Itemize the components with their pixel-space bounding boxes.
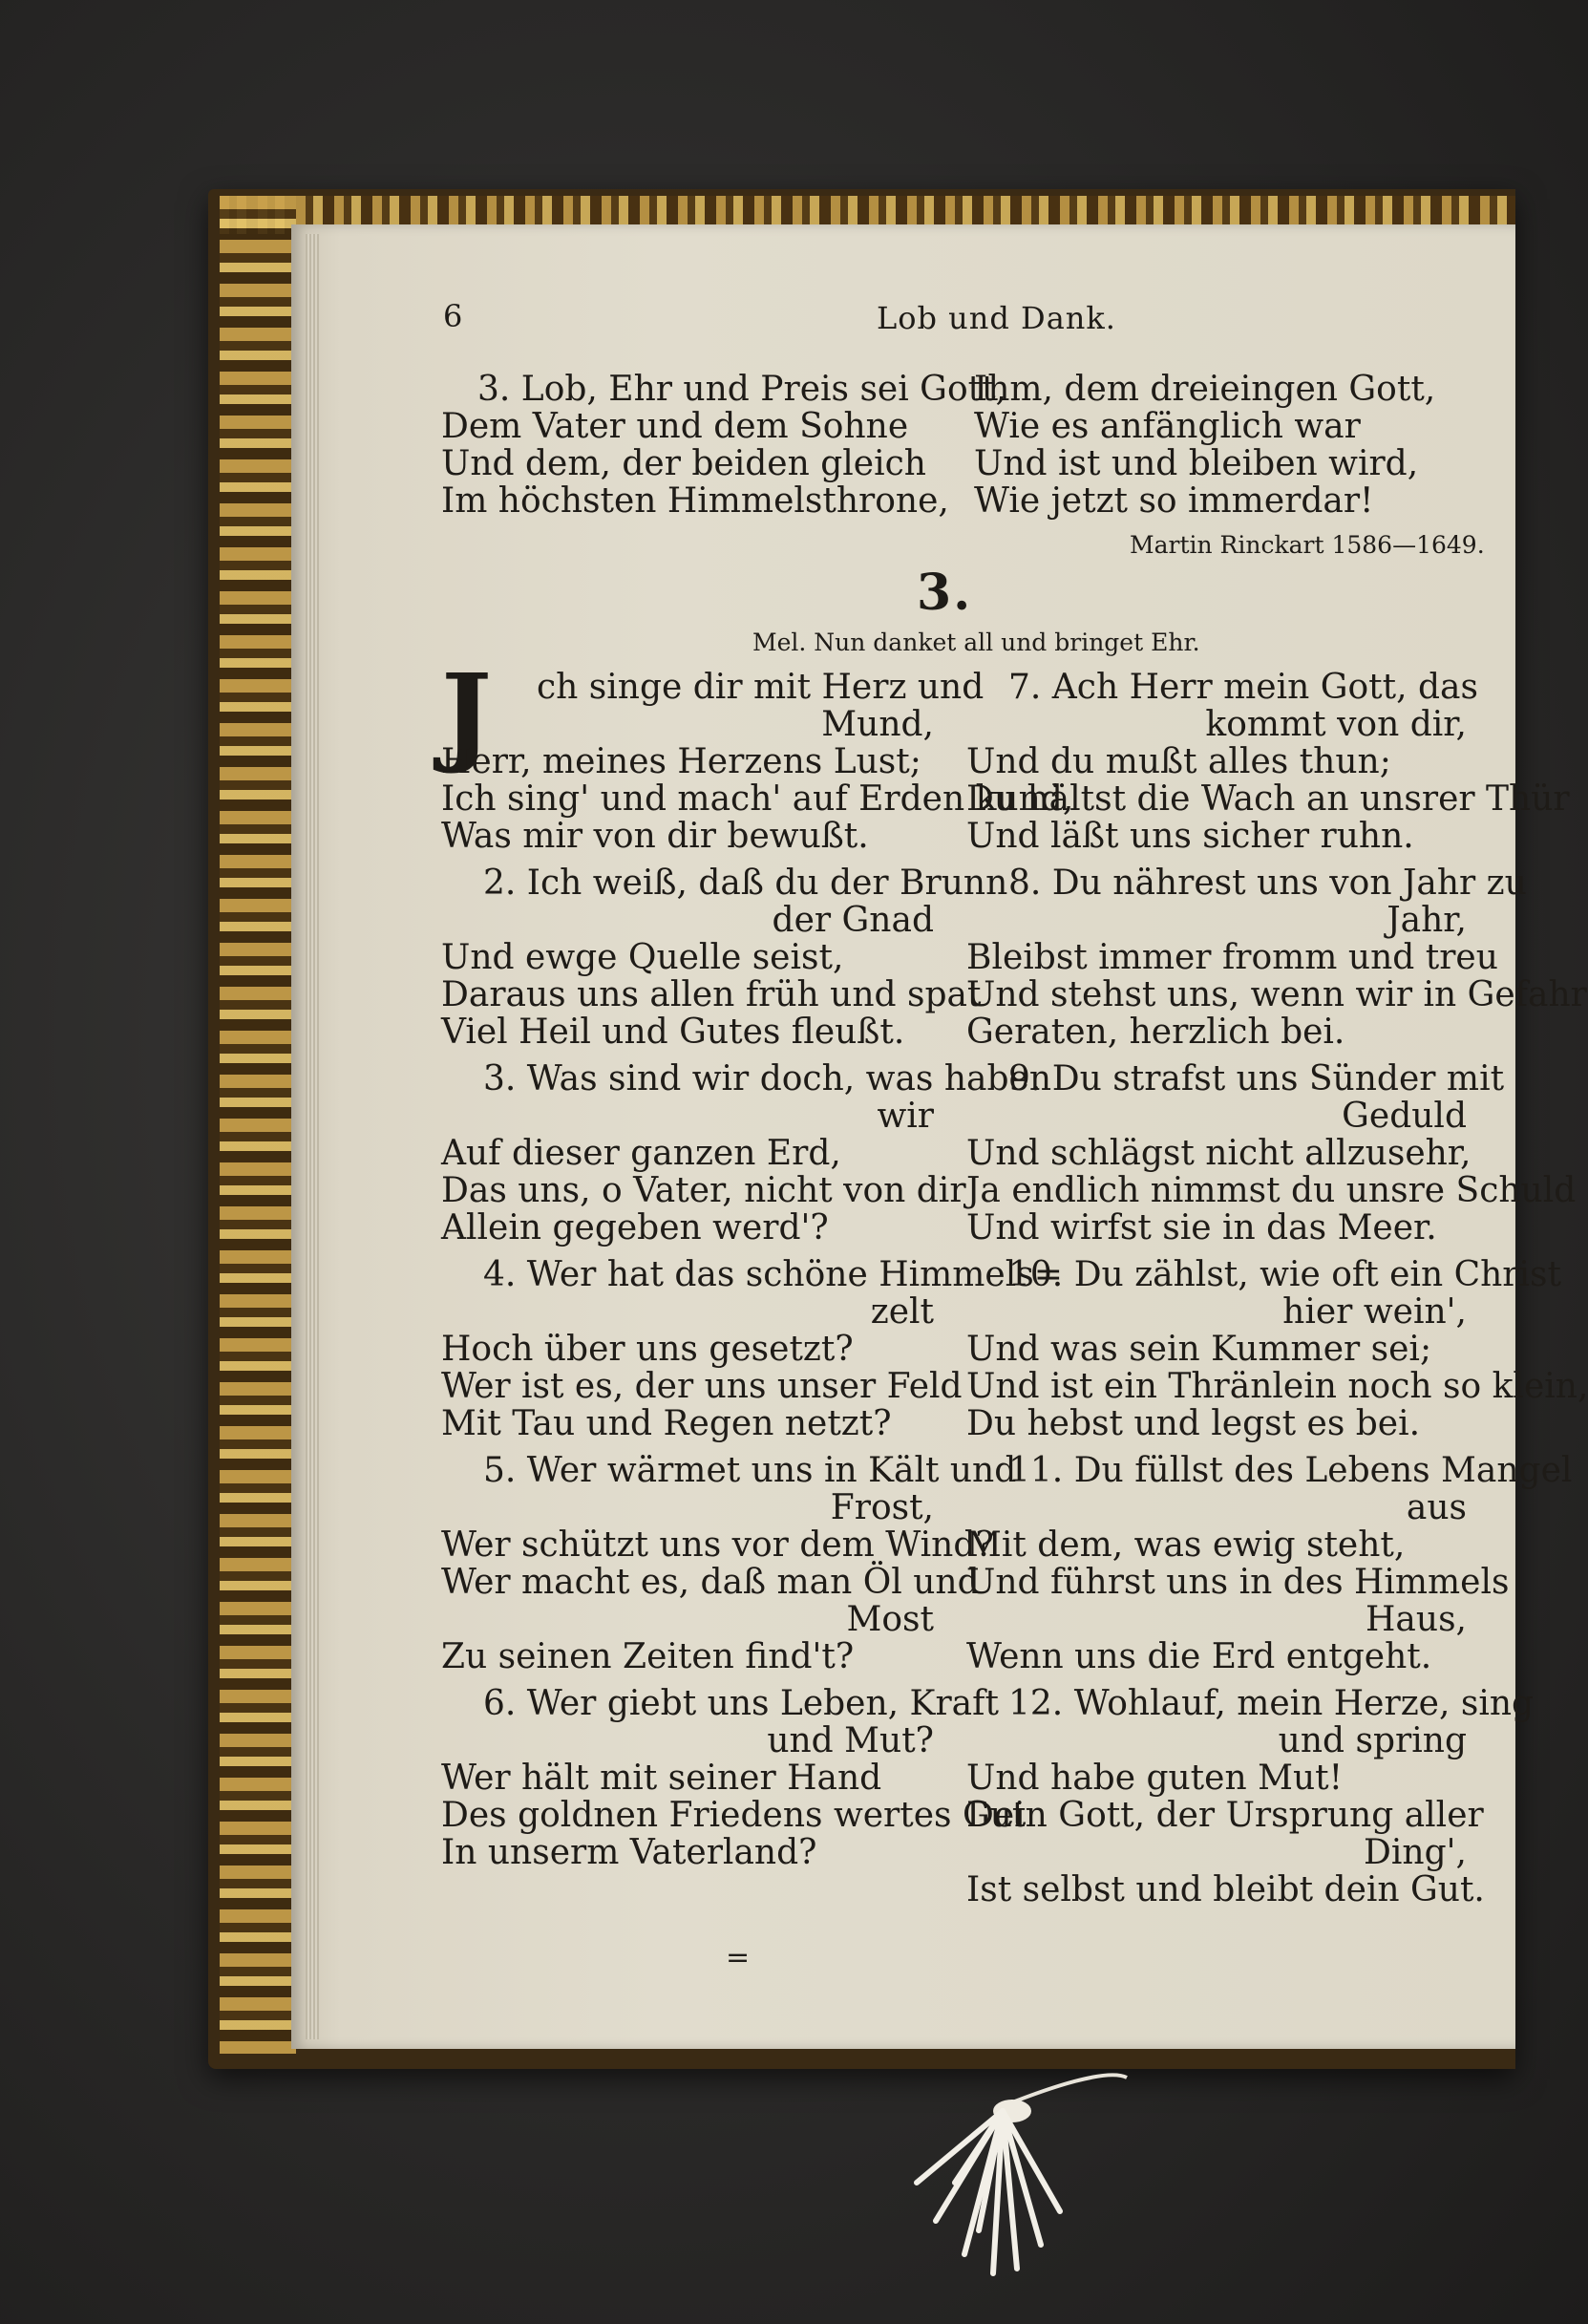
verse-line: 11. Du füllst des Lebens Mangel bbox=[1008, 1451, 1573, 1490]
verse-line: wir bbox=[877, 1097, 934, 1136]
verse-line: Ding', bbox=[1364, 1833, 1467, 1872]
verse-line: 2. Ich weiß, daß du der Brunn bbox=[483, 864, 1008, 903]
verse-line: Dein Gott, der Ursprung aller bbox=[966, 1796, 1484, 1835]
verse-line: Und läßt uns sicher ruhn. bbox=[966, 817, 1414, 856]
verse-line: 4. Wer hat das schöne Himmels= bbox=[483, 1255, 1063, 1294]
verse-line: Und ist ein Thränlein noch so klein, bbox=[966, 1367, 1588, 1406]
verse-line: Wie jetzt so immerdar! bbox=[974, 481, 1374, 521]
verse-line: und spring bbox=[1278, 1721, 1467, 1760]
page-edges bbox=[306, 234, 319, 2039]
verse-line: hier wein', bbox=[1282, 1292, 1467, 1332]
verse-line: Jahr, bbox=[1387, 901, 1467, 940]
verse-line: Und ist und bleiben wird, bbox=[974, 444, 1419, 483]
verse-line: Im höchsten Himmelsthrone, bbox=[441, 481, 949, 521]
verse-line: Ja endlich nimmst du unsre Schuld bbox=[966, 1171, 1577, 1210]
running-head: Lob und Dank. bbox=[877, 300, 1116, 336]
verse-line: der Gnad bbox=[772, 901, 934, 940]
verse-line: und Mut? bbox=[767, 1721, 934, 1760]
verse-line: 7. Ach Herr mein Gott, das bbox=[1008, 668, 1478, 707]
hymn-author: Martin Rinckart 1586—1649. bbox=[1130, 531, 1485, 559]
verse-line: Und du mußt alles thun; bbox=[966, 742, 1391, 781]
verse-line: Dem Vater und dem Sohne bbox=[441, 407, 909, 446]
verse-line: 6. Wer giebt uns Leben, Kraft bbox=[483, 1684, 999, 1723]
verse-line: Ihm, dem dreieingen Gott, bbox=[974, 370, 1436, 409]
verse-line: Mund, bbox=[821, 705, 934, 744]
verse-line: ch singe dir mit Herz und bbox=[537, 668, 985, 707]
verse-line: Bleibst immer fromm und treu bbox=[966, 938, 1498, 977]
melody-indication: Mel. Nun danket all und bringet Ehr. bbox=[752, 629, 1200, 656]
verse-line: Und was sein Kummer sei; bbox=[966, 1330, 1432, 1369]
verse-line: Und ewge Quelle seist, bbox=[441, 938, 844, 977]
verse-line: Und habe guten Mut! bbox=[966, 1759, 1344, 1798]
verse-line: Und schlägst nicht allzusehr, bbox=[966, 1134, 1472, 1173]
verse-line: 8. Du nährest uns von Jahr zu bbox=[1008, 864, 1527, 903]
verse-line: Mit dem, was ewig steht, bbox=[966, 1525, 1406, 1565]
verse-line: Des goldnen Friedens wertes Gut bbox=[441, 1796, 1027, 1835]
verse-line: Wenn uns die Erd entgeht. bbox=[966, 1637, 1432, 1676]
verse-line: Daraus uns allen früh und spat bbox=[441, 975, 982, 1014]
verse-line: Herr, meines Herzens Lust; bbox=[441, 742, 921, 781]
verse-line: Geduld bbox=[1342, 1097, 1467, 1136]
verse-line: 10. Du zählst, wie oft ein Christ bbox=[1008, 1255, 1561, 1294]
verse-line: Wie es anfänglich war bbox=[974, 407, 1361, 446]
verse-line: kommt von dir, bbox=[1205, 705, 1467, 744]
verse-line: Mit Tau und Regen netzt? bbox=[441, 1404, 892, 1443]
verse-line: Haus, bbox=[1366, 1600, 1467, 1639]
bookmark-tassel bbox=[859, 2068, 1127, 2288]
verse-line: Und führst uns in des Himmels bbox=[966, 1563, 1510, 1602]
verse-line: 3. Lob, Ehr und Preis sei Gott, bbox=[477, 370, 1006, 409]
verse-line: Wer schützt uns vor dem Wind? bbox=[441, 1525, 994, 1565]
verse-line: Und stehst uns, wenn wir in Gefahr bbox=[966, 975, 1587, 1014]
verse-line: Wer ist es, der uns unser Feld bbox=[441, 1367, 963, 1406]
verse-line: Und wirfst sie in das Meer. bbox=[966, 1208, 1437, 1247]
verse-line: Ist selbst und bleibt dein Gut. bbox=[966, 1870, 1485, 1909]
end-mark: = bbox=[726, 1941, 751, 1974]
gilt-border-left bbox=[220, 196, 296, 2054]
page-number: 6 bbox=[443, 298, 463, 334]
verse-line: 5. Wer wärmet uns in Kält und bbox=[483, 1451, 1017, 1490]
verse-line: Wer hält mit seiner Hand bbox=[441, 1759, 882, 1798]
verse-line: Und dem, der beiden gleich bbox=[441, 444, 926, 483]
verse-line: In unserm Vaterland? bbox=[441, 1833, 817, 1872]
verse-line: Was mir von dir bewußt. bbox=[441, 817, 869, 856]
verse-line: 12. Wohlauf, mein Herze, sing bbox=[1008, 1684, 1535, 1723]
verse-line: Hoch über uns gesetzt? bbox=[441, 1330, 854, 1369]
verse-line: Wer macht es, daß man Öl und bbox=[441, 1563, 980, 1602]
drop-cap: J bbox=[441, 651, 492, 777]
verse-line: Du hebst und legst es bei. bbox=[966, 1404, 1421, 1443]
verse-line: 9. Du strafst uns Sünder mit bbox=[1008, 1059, 1505, 1098]
verse-line: Geraten, herzlich bei. bbox=[966, 1013, 1345, 1052]
verse-line: aus bbox=[1406, 1488, 1467, 1527]
verse-line: Viel Heil und Gutes fleußt. bbox=[441, 1013, 905, 1052]
verse-line: 3. Was sind wir doch, was haben bbox=[483, 1059, 1052, 1098]
verse-line: Das uns, o Vater, nicht von dir bbox=[441, 1171, 966, 1210]
verse-line: Ich sing' und mach' auf Erden kund, bbox=[441, 779, 1074, 819]
verse-line: Frost, bbox=[830, 1488, 934, 1527]
verse-line: zelt bbox=[870, 1292, 934, 1332]
verse-line: Auf dieser ganzen Erd, bbox=[441, 1134, 841, 1173]
hymn-number: 3. bbox=[917, 564, 973, 622]
verse-line: Du hältst die Wach an unsrer Thür bbox=[966, 779, 1570, 819]
verse-line: Allein gegeben werd'? bbox=[441, 1208, 829, 1247]
verse-line: Most bbox=[846, 1600, 934, 1639]
verse-line: Zu seinen Zeiten find't? bbox=[441, 1637, 855, 1676]
